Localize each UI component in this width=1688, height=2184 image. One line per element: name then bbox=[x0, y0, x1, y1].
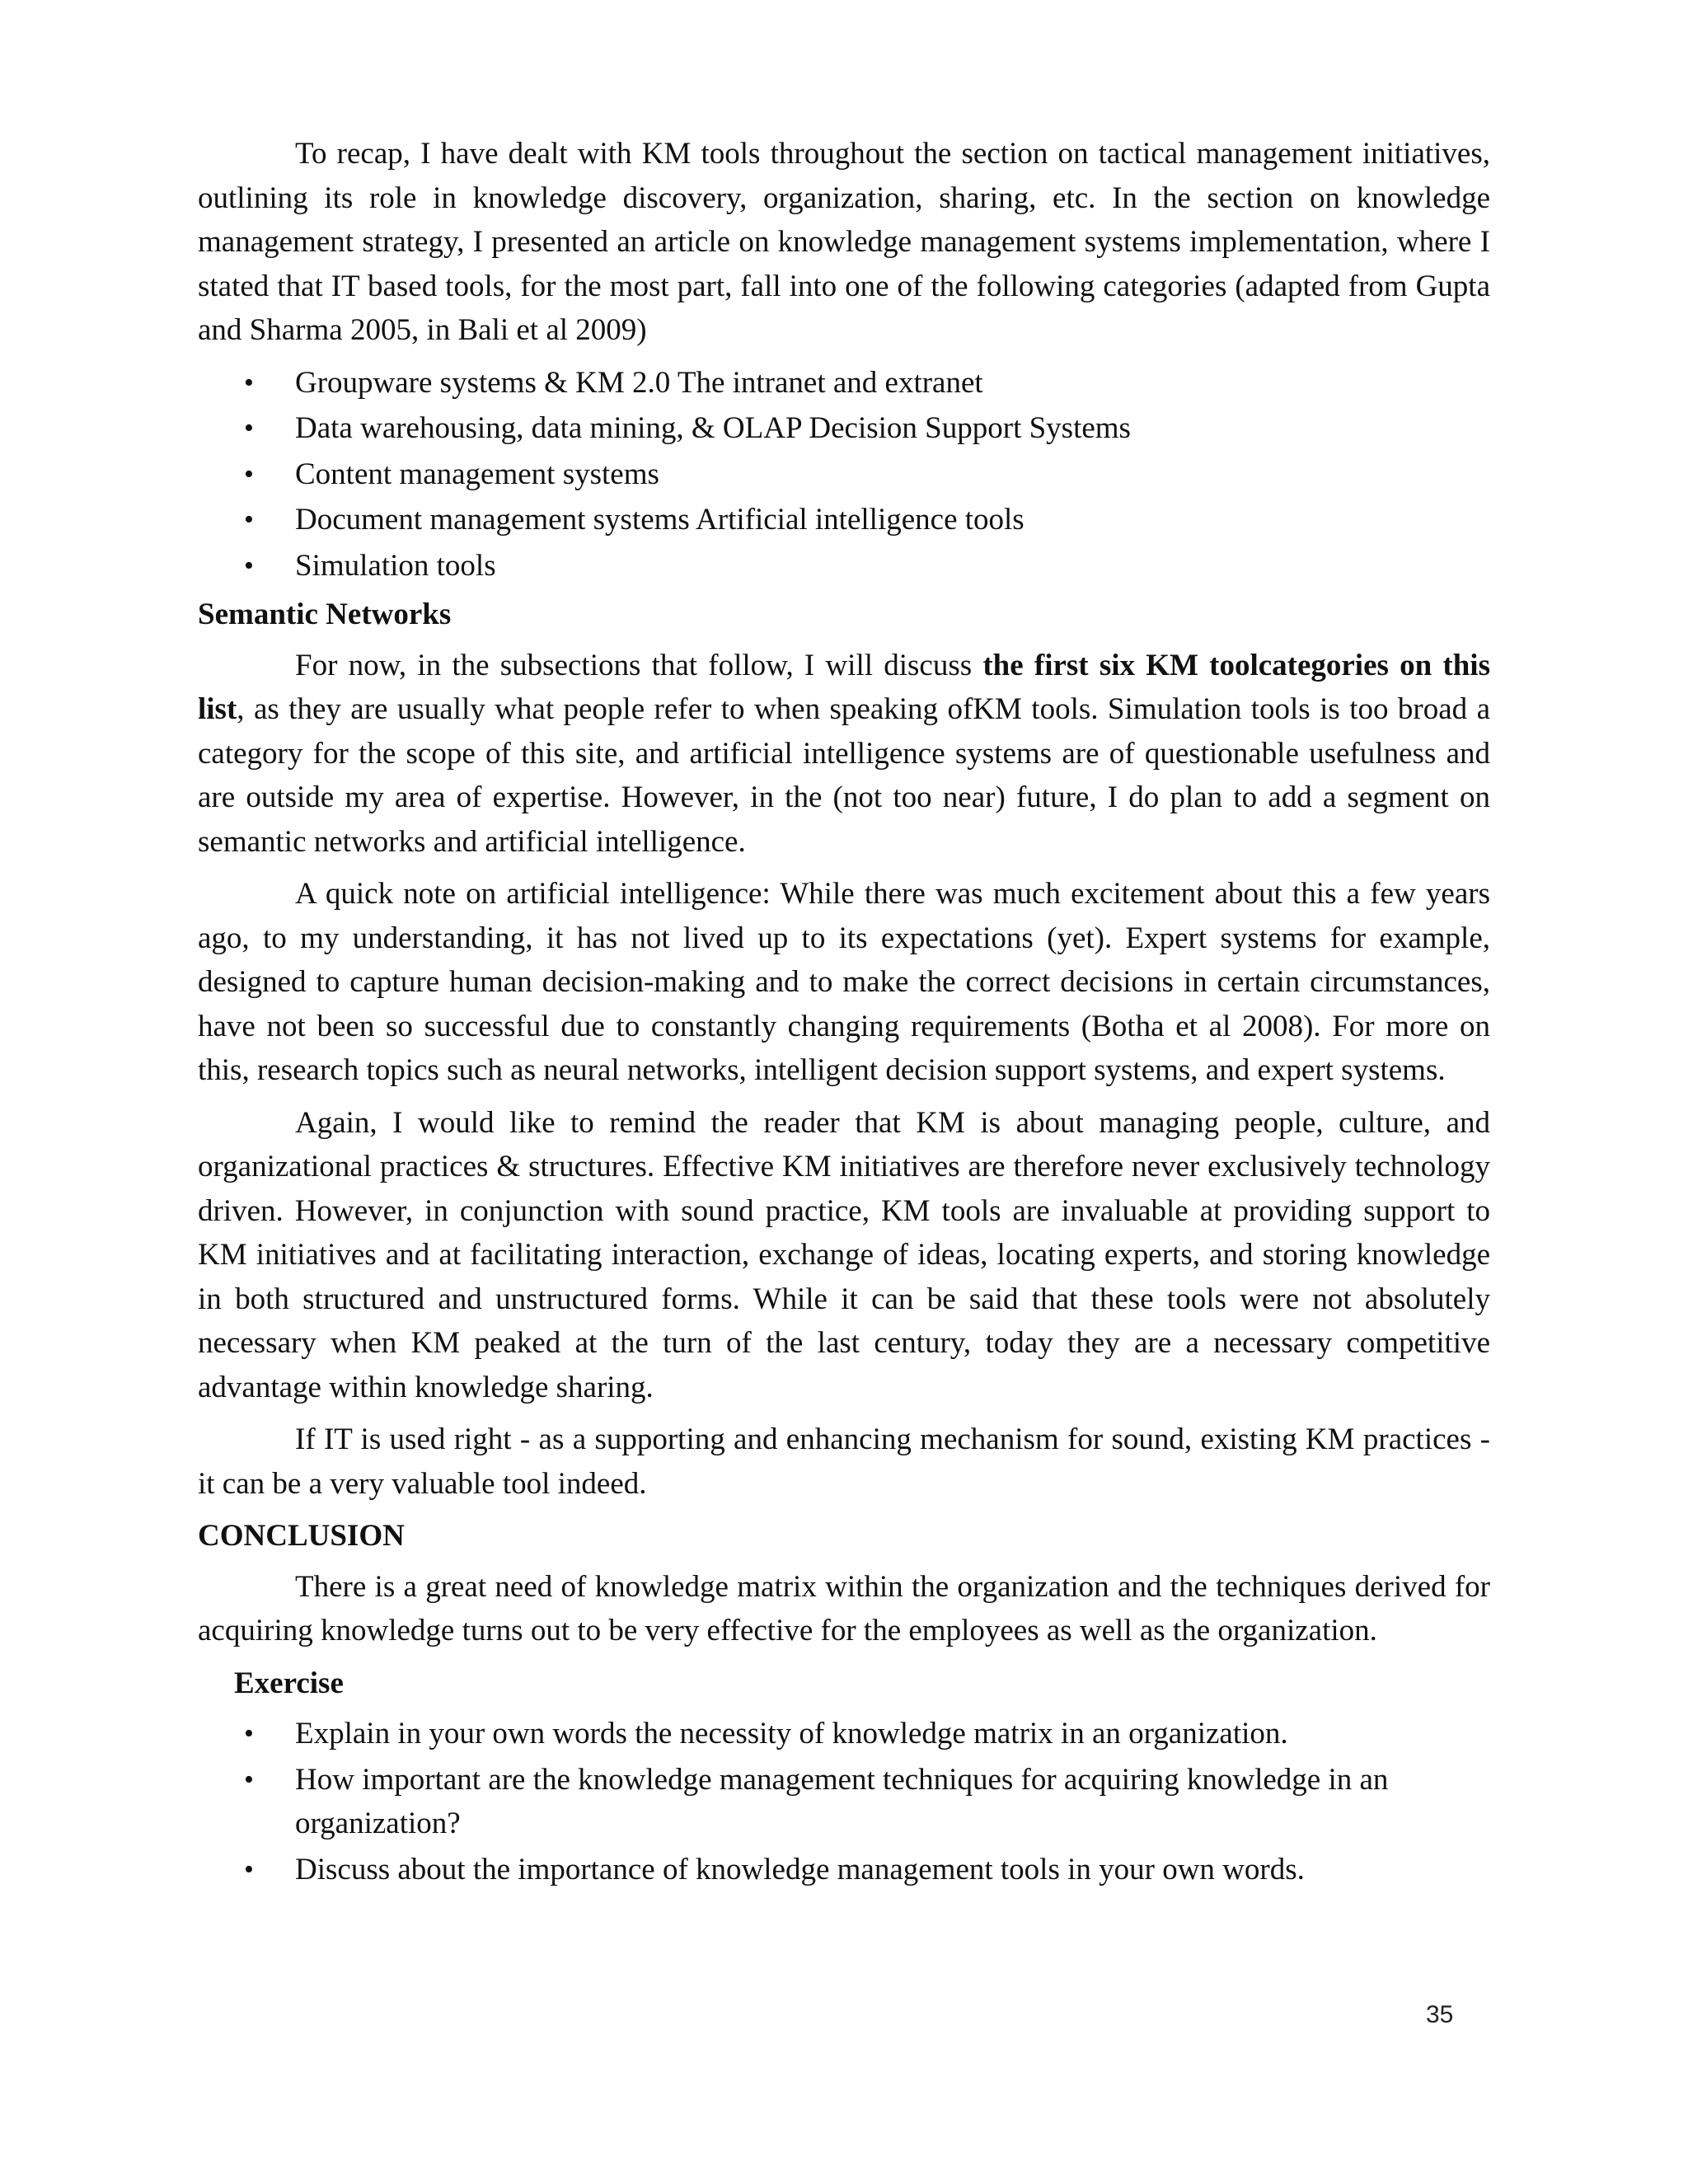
list-item-text: How important are the knowledge management techniques for acquiring knowledge in an organization? bbox=[295, 1762, 1389, 1840]
conclusion-heading: CONCLUSION bbox=[198, 1519, 405, 1553]
list-item-text: Simulation tools bbox=[295, 548, 496, 583]
document-page bbox=[198, 132, 1490, 1896]
list-item-text: Data warehousing, data mining, & OLAP Decision Support Systems bbox=[295, 411, 1131, 445]
list-item bbox=[198, 361, 1490, 405]
list-item-text: Explain in your own words the necessity of knowledge matrix in an organization. bbox=[295, 1717, 1288, 1750]
for-now-paragraph bbox=[198, 644, 1490, 865]
exercise-heading: Exercise bbox=[234, 1666, 344, 1700]
page-number: 35 bbox=[1426, 2001, 1454, 2028]
recap-paragraph: To recap, I have dealt with KM tools throughout the section on tactical management initiatives, outlining its role in knowledge discovery, organization, sharing, etc. In the section on knowledge management strategy, I presented an article on knowledge management systems implementation, where I stated that IT based tools, for the most part, fall into one of the following categories (adapted from Gupta and Sharma 2005, in Bali et al 2009) bbox=[198, 137, 1490, 347]
bullet-icon: • bbox=[244, 1764, 254, 1795]
semantic-networks-heading: Semantic Networks bbox=[198, 598, 452, 631]
for-now-text-end: , as they are usually what people refer to when speaking ofKM tools. Simulation tools is too broad a category for the scope of this site, and artificial intelligence systems are of questionable usefulness and are outside my area of expertise. However, in the (not too near) future, I do plan to add a segment on semantic networks and artificial intelligence. bbox=[198, 692, 1490, 859]
list-item-text: Document management systems Artificial intelligence tools bbox=[295, 503, 1025, 537]
bullet-icon: • bbox=[244, 413, 254, 443]
for-now-text-start: For now, in the subsections that follow, I will discuss bbox=[295, 648, 983, 682]
bullet-icon: • bbox=[244, 367, 254, 398]
list-item bbox=[198, 406, 1490, 451]
ai-note-paragraph: A quick note on artificial intelligence: While there was much excitement about this a few years ago, to my understanding, it has not lived up to its expectations (yet). Expert systems for example, designed to capture human decision-making and to make the correct decisions in certain circumstances, have not been so successful due to constantly changing requirements (Botha et al 2008). For more on this, research topics such as neural networks, intelligent decision support systems, and expert systems. bbox=[198, 877, 1490, 1087]
if-it-paragraph: If IT is used right - as a supporting and enhancing mechanism for sound, existing KM practices - it can be a very valuable tool indeed. bbox=[198, 1422, 1490, 1501]
list-item bbox=[198, 544, 1490, 588]
list-item bbox=[198, 1848, 1490, 1892]
list-item bbox=[198, 1758, 1490, 1846]
list-item bbox=[198, 498, 1490, 542]
bullet-icon: • bbox=[244, 504, 254, 535]
list-item-text: Content management systems bbox=[295, 457, 659, 491]
list-item-text: Groupware systems & KM 2.0 The intranet and extranet bbox=[295, 365, 983, 400]
for-now-emphasis: the first six KM toolcategories on this list bbox=[198, 648, 1490, 726]
bullet-icon: • bbox=[244, 1854, 254, 1885]
list-item-text: Discuss about the importance of knowledge management tools in your own words. bbox=[295, 1852, 1305, 1886]
bullet-icon: • bbox=[244, 550, 254, 581]
conclusion-paragraph: There is a great need of knowledge matrix within the organization and the techniques derived for acquiring knowledge turns out to be very effective for the employees as well as the organization. bbox=[198, 1569, 1490, 1647]
km-tool-categories-list bbox=[198, 361, 1490, 588]
exercise-list bbox=[198, 1712, 1490, 1891]
list-item bbox=[198, 452, 1490, 497]
list-item bbox=[198, 1712, 1490, 1756]
bullet-icon: • bbox=[244, 458, 254, 490]
again-paragraph: Again, I would like to remind the reader that KM is about managing people, culture, and organizational practices & structures. Effective KM initiatives are therefore never exclusively technology driven. However, in conjunction with sound practice, KM tools are invaluable at providing support to KM initiatives and at facilitating interaction, exchange of ideas, locating experts, and storing knowledge in both structured and unstructured forms. While it can be said that these tools were not absolutely necessary when KM peaked at the turn of the last century, today they are a necessary competitive advantage within knowledge sharing. bbox=[198, 1105, 1490, 1404]
bullet-icon: • bbox=[244, 1718, 254, 1749]
